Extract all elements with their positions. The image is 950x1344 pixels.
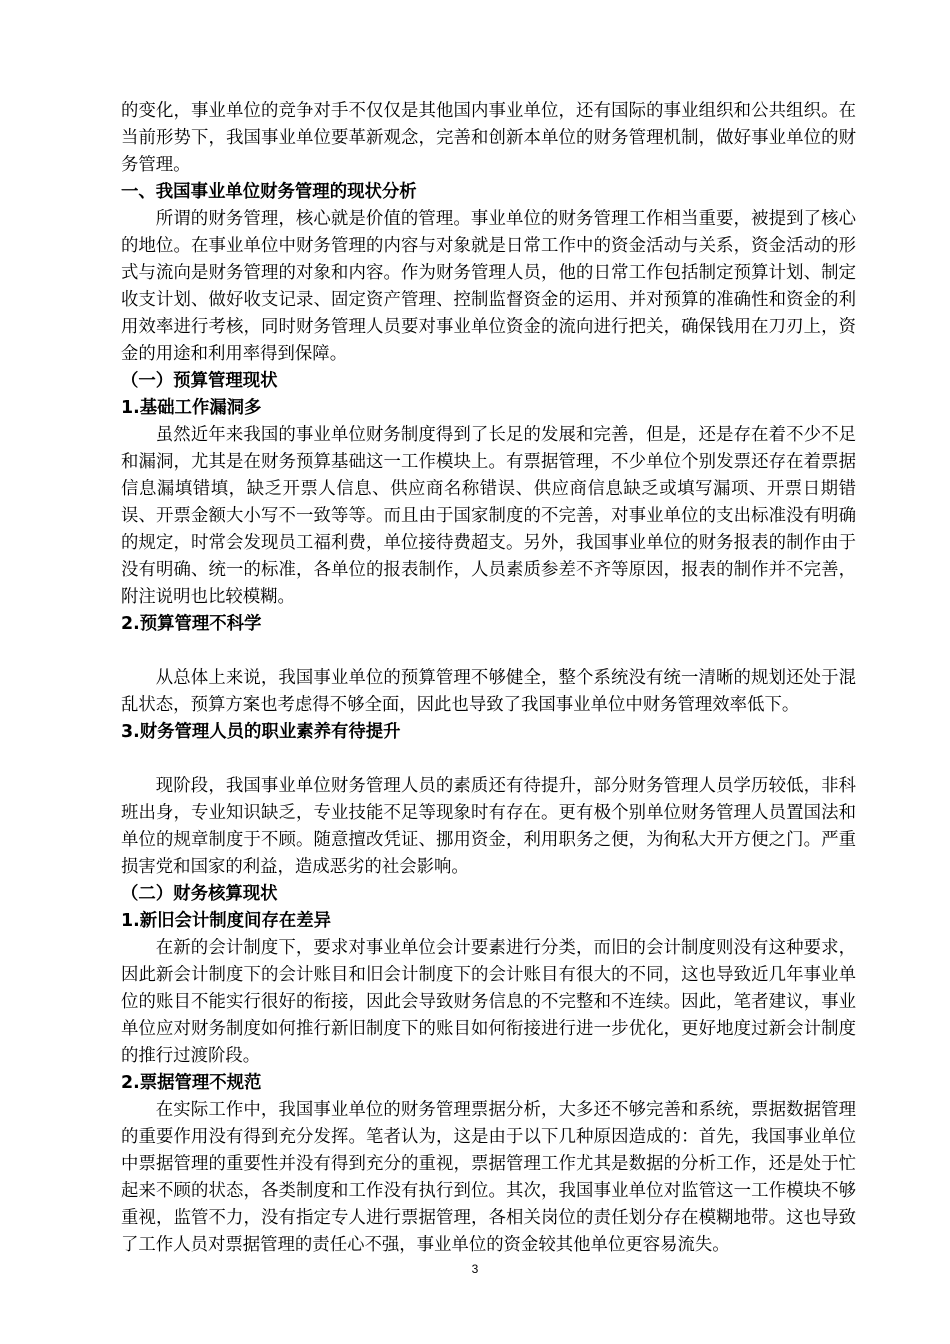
- body-paragraph: 虽然近年来我国的事业单位财务制度得到了长足的发展和完善，但是，还是存在着不少不足和漏洞，尤其是在财务预算基础这一工作模块上。有票据管理，不少单位个别发票还存在着票据信息漏填错填，缺乏开票人信息、供应商名称错误、供应商信息缺乏或填写漏项、开票日期错误、开票金额大小写不一致等等。而且由于国家制度的不完善，对事业单位的支出标准没有明确的规定，时常会发现员工福利费，单位接待费超支。另外，我国事业单位的财务报表的制作由于没有明确、统一的标准，各单位的报表制作，人员素质参差不齐等原因，报表的制作并不完善，附注说明也比较模糊。: [121, 425, 856, 607]
- section-heading: （二）财务核算现状: [121, 884, 278, 904]
- section-heading: 1.新旧会计制度间存在差异: [121, 911, 332, 931]
- page-number: 3: [471, 1262, 479, 1276]
- document-body: [121, 98, 856, 1259]
- blank-line: [121, 638, 856, 665]
- section-heading: （一）预算管理现状: [121, 371, 278, 391]
- section-heading: 3.财务管理人员的职业素养有待提升: [121, 722, 401, 742]
- section-heading: 2.票据管理不规范: [121, 1073, 262, 1093]
- body-paragraph: 现阶段，我国事业单位财务管理人员的素质还有待提升，部分财务管理人员学历较低，非科班出身，专业知识缺乏，专业技能不足等现象时有存在。更有极个别单位财务管理人员置国法和单位的规章制度于不顾。随意擅改凭证、挪用资金，利用职务之便，为徇私大开方便之门。严重损害党和国家的利益，造成恶劣的社会影响。: [121, 776, 856, 877]
- body-paragraph: 在新的会计制度下，要求对事业单位会计要素进行分类，而旧的会计制度则没有这种要求，因此新会计制度下的会计账目和旧会计制度下的会计账目有很大的不同，这也导致近几年事业单位的账目不能实行很好的衔接，因此会导致财务信息的不完整和不连续。因此，笔者建议，事业单位应对财务制度如何推行新旧制度下的账目如何衔接进行进一步优化，更好地度过新会计制度的推行过渡阶段。: [121, 938, 856, 1066]
- body-paragraph: 的变化，事业单位的竞争对手不仅仅是其他国内事业单位，还有国际的事业组织和公共组织。在当前形势下，我国事业单位要革新观念，完善和创新本单位的财务管理机制，做好事业单位的财务管理。: [121, 101, 856, 175]
- section-heading: 2.预算管理不科学: [121, 614, 262, 634]
- body-paragraph: 在实际工作中，我国事业单位的财务管理票据分析，大多还不够完善和系统，票据数据管理的重要作用没有得到充分发挥。笔者认为，这是由于以下几种原因造成的：首先，我国事业单位中票据管理的重要性并没有得到充分的重视，票据管理工作尤其是数据的分析工作，还是处于忙起来不顾的状态，各类制度和工作没有执行到位。其次，我国事业单位对监管这一工作模块不够重视，监管不力，没有指定专人进行票据管理，各相关岗位的责任划分存在模糊地带。这也导致了工作人员对票据管理的责任心不强，事业单位的资金较其他单位更容易流失。: [121, 1100, 856, 1255]
- body-paragraph: 从总体上来说，我国事业单位的预算管理不够健全，整个系统没有统一清晰的规划还处于混乱状态，预算方案也考虑得不够全面，因此也导致了我国事业单位中财务管理效率低下。: [121, 668, 856, 715]
- body-paragraph: 所谓的财务管理，核心就是价值的管理。事业单位的财务管理工作相当重要，被提到了核心的地位。在事业单位中财务管理的内容与对象就是日常工作中的资金活动与关系，资金活动的形式与流向是财务管理的对象和内容。作为财务管理人员，他的日常工作包括制定预算计划、制定收支计划、做好收支记录、固定资产管理、控制监督资金的运用、并对预算的准确性和资金的利用效率进行考核，同时财务管理人员要对事业单位资金的流向进行把关，确保钱用在刀刃上，资金的用途和利用率得到保障。: [121, 209, 856, 364]
- section-heading: 1.基础工作漏洞多: [121, 398, 262, 418]
- blank-line: [121, 746, 856, 773]
- section-heading: 一、我国事业单位财务管理的现状分析: [121, 182, 417, 202]
